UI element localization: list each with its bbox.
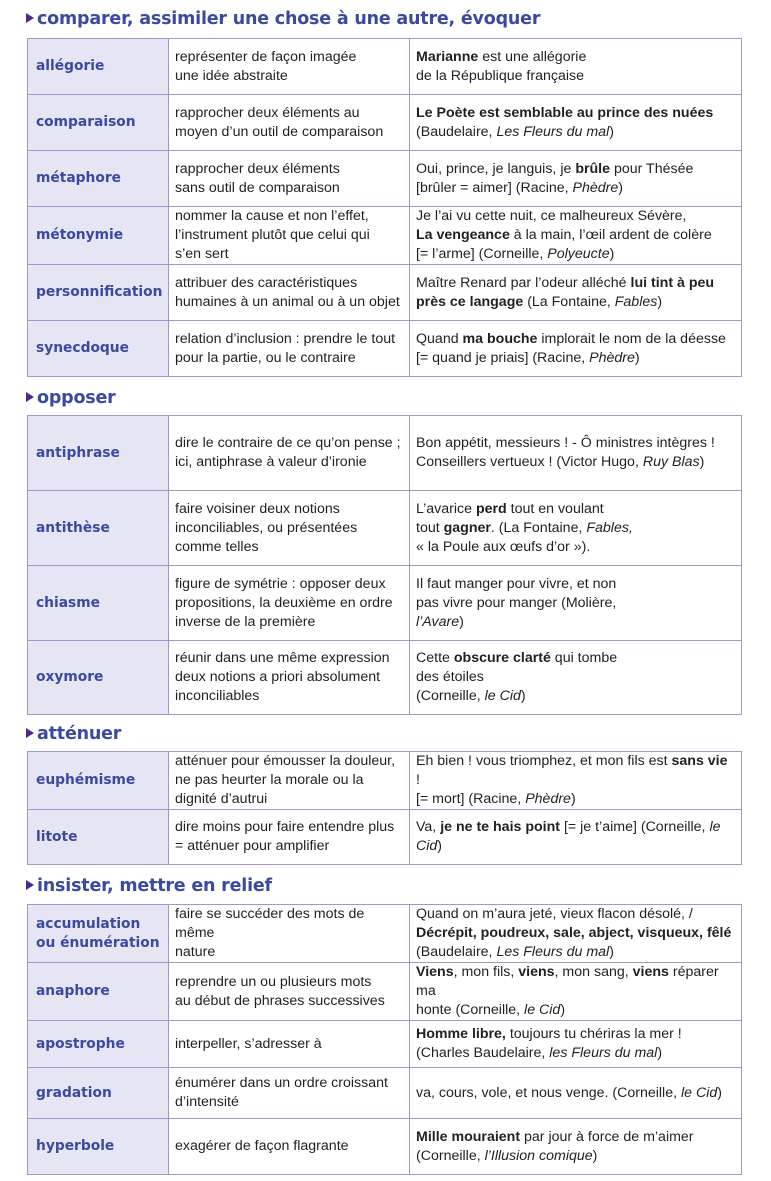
table-row-antithese <box>28 491 742 566</box>
definition-line: inconciliables <box>175 688 260 704</box>
example-emphasis: perd <box>475 500 507 517</box>
figure-term <box>28 1119 169 1175</box>
example-work-title: le Cid <box>680 1084 718 1101</box>
example-text: ) <box>657 293 663 310</box>
example-text: , mon fils, <box>453 964 519 980</box>
figure-term <box>28 963 169 1021</box>
example-emphasis: viens <box>632 964 669 980</box>
example-work-title: Les Fleurs du mal <box>496 944 610 960</box>
example-text: Conseillers vertueux ! (Victor Hugo, <box>416 454 643 470</box>
definition-line: une idée abstraite <box>175 67 288 84</box>
figure-term <box>28 810 169 865</box>
figure-term <box>28 905 169 963</box>
figure-definition <box>169 321 410 377</box>
section-title-comparer: comparer, assimiler une chose à une autre, évoquer <box>26 9 540 29</box>
example-work-title: l’Illusion comique <box>484 1147 593 1164</box>
figure-example <box>410 491 742 566</box>
example-work-title: Phèdre <box>572 179 619 196</box>
definition-line: énumérer dans un ordre croissant <box>175 1075 388 1091</box>
definition-line: ne pas heurter la morale ou la <box>175 772 364 788</box>
figures-table-attenuer <box>27 751 742 865</box>
example-text: ) <box>520 688 526 704</box>
definition-line: relation d’inclusion : prendre le tout <box>175 330 396 347</box>
term-line: synecdoque <box>36 340 129 356</box>
definition-line: représenter de façon imagée <box>175 48 357 65</box>
example-emphasis: Le Poète est semblable au prince des nuées <box>416 104 714 121</box>
term-line: litote <box>36 828 78 845</box>
example-text: tout en voulant <box>506 500 604 517</box>
definition-line: dire le contraire de ce qu’on pense ; <box>175 435 401 451</box>
example-text: ) <box>618 179 623 196</box>
definition-line: rapprocher deux éléments <box>175 160 340 177</box>
example-text: ! <box>416 772 420 788</box>
example-text: [brûler = aimer] (Racine, <box>416 179 573 196</box>
example-text: Va, <box>416 819 441 835</box>
table-row-hyperbole <box>28 1119 742 1175</box>
term-line: anaphore <box>36 983 110 999</box>
example-text: ) <box>592 1147 598 1164</box>
example-text: Oui, prince, je languis, je <box>416 160 576 177</box>
table-row-litote <box>28 810 742 865</box>
example-text: Je l’ai vu cette nuit, ce malheureux Sévère, <box>416 208 687 224</box>
definition-line: exagérer de façon flagrante <box>175 1138 349 1154</box>
example-text: tout <box>416 519 444 536</box>
definition-line: reprendre un ou plusieurs mots <box>175 973 372 990</box>
table-row-euphemisme <box>28 752 742 810</box>
example-work-title: Phèdre <box>525 791 571 807</box>
example-text: . (La Fontaine, <box>490 519 587 536</box>
definition-line: au début de phrases successives <box>175 992 385 1009</box>
figure-example <box>410 752 742 810</box>
definition-line: inconciliables, ou présentées <box>175 519 358 536</box>
term-line: euphémisme <box>36 772 136 788</box>
example-work-title: le Cid <box>524 1002 561 1018</box>
figure-definition <box>169 151 410 207</box>
figure-term <box>28 641 169 715</box>
example-emphasis: Décrépit, poudreux, sale, abject, visqueux, fêlé <box>416 925 732 941</box>
example-work-title: Fables, <box>586 519 633 536</box>
figure-example <box>410 39 742 95</box>
figure-example <box>410 265 742 321</box>
example-work-title: Fables <box>614 293 658 310</box>
example-emphasis: ma bouche <box>462 330 538 347</box>
table-row-synecdoque <box>28 321 742 377</box>
example-text: implorait le nom de la déesse <box>537 330 726 347</box>
example-work-title: le Cid <box>416 819 721 854</box>
figure-definition <box>169 810 410 865</box>
term-line: personnification <box>36 284 163 300</box>
section-title-opposer: opposer <box>26 388 116 408</box>
example-text: honte (Corneille, <box>416 1002 525 1018</box>
example-text: Bon appétit, messieurs ! - Ô ministres intègres ! <box>416 435 715 451</box>
example-text: à la main, l’œil ardent de colère <box>509 227 712 243</box>
table-row-gradation <box>28 1068 742 1119</box>
definition-line: interpeller, s’adresser à <box>175 1035 322 1052</box>
figure-definition <box>169 265 410 321</box>
figure-term <box>28 39 169 95</box>
definition-line: faire voisiner deux notions <box>175 500 340 517</box>
figure-term <box>28 416 169 491</box>
term-line: métaphore <box>36 170 121 186</box>
table-row-apostrophe <box>28 1021 742 1068</box>
example-text: ) <box>609 123 614 140</box>
example-text: des étoiles <box>416 669 484 685</box>
example-text: ) <box>657 1045 663 1061</box>
example-emphasis: gagner <box>443 519 491 536</box>
term-line: antithèse <box>36 519 110 536</box>
example-text: ) <box>699 454 705 470</box>
figure-example <box>410 905 742 963</box>
term-line: hyperbole <box>36 1138 115 1154</box>
example-work-title: Polyeucte <box>547 246 610 262</box>
figure-term <box>28 265 169 321</box>
example-text: (Charles Baudelaire, <box>416 1045 550 1061</box>
table-row-metonymie <box>28 207 742 265</box>
figure-definition <box>169 1068 410 1119</box>
definition-line: nommer la cause et non l’effet, <box>175 208 369 224</box>
definition-line: atténuer pour émousser la douleur, <box>175 753 396 769</box>
definition-line: figure de symétrie : opposer deux <box>175 575 386 592</box>
term-line: antiphrase <box>36 444 120 461</box>
example-text: pour Thésée <box>610 160 694 177</box>
definition-line: l’instrument plutôt que celui qui <box>175 227 370 243</box>
term-line: comparaison <box>36 114 136 130</box>
example-work-title: les Fleurs du mal <box>549 1045 658 1061</box>
figure-example <box>410 1119 742 1175</box>
definition-line: comme telles <box>175 538 259 555</box>
example-text: réparer ma <box>416 964 719 999</box>
triangle-bullet-icon <box>26 392 34 402</box>
definition-line: s’en sert <box>175 246 229 262</box>
definition-line: deux notions a priori absolument <box>175 669 381 685</box>
definition-line: moyen d’un outil de comparaison <box>175 123 384 140</box>
figure-term <box>28 566 169 641</box>
example-emphasis: La vengeance <box>416 227 510 243</box>
example-text: (Corneille, <box>416 1147 485 1164</box>
example-text: ) <box>437 838 443 854</box>
figures-table-opposer <box>27 415 742 715</box>
example-text: (Baudelaire, <box>416 123 497 140</box>
definition-line: d’intensité <box>175 1094 239 1110</box>
table-row-metaphore <box>28 151 742 207</box>
example-emphasis: Mille mouraient <box>416 1128 521 1145</box>
example-text: , mon sang, <box>554 964 633 980</box>
example-text: ) <box>609 944 614 960</box>
example-text: Quand on m’aura jeté, vieux flacon désolé, / <box>416 906 693 922</box>
figure-definition <box>169 752 410 810</box>
figure-example <box>410 321 742 377</box>
example-text: [= quand je priais] (Racine, <box>416 349 590 366</box>
example-text: ) <box>717 1084 722 1101</box>
example-text: ) <box>634 349 640 366</box>
term-line: chiasme <box>36 594 100 611</box>
table-row-antiphrase <box>28 416 742 491</box>
example-emphasis: lui tint à peu <box>630 274 715 291</box>
figure-definition <box>169 566 410 641</box>
figure-term <box>28 321 169 377</box>
figure-term <box>28 1068 169 1119</box>
figure-definition <box>169 1021 410 1068</box>
example-emphasis: obscure clarté <box>453 650 551 666</box>
example-text: ) <box>570 791 576 807</box>
term-line: allégorie <box>36 58 105 74</box>
example-work-title: le Cid <box>484 688 521 704</box>
example-text: Cette <box>416 650 454 666</box>
figure-example <box>410 207 742 265</box>
term-line: gradation <box>36 1084 112 1101</box>
figure-example <box>410 566 742 641</box>
example-text: (Baudelaire, <box>416 944 497 960</box>
example-text: Eh bien ! vous triomphez, et mon fils est <box>416 753 672 769</box>
definition-line: sans outil de comparaison <box>175 179 340 196</box>
figure-definition <box>169 39 410 95</box>
table-row-accumulation <box>28 905 742 963</box>
example-emphasis: Homme libre, <box>416 1026 506 1042</box>
example-text: toujours tu chériras la mer ! <box>505 1026 682 1042</box>
term-line: apostrophe <box>36 1035 125 1052</box>
figure-definition <box>169 95 410 151</box>
example-text: [= mort] (Racine, <box>416 791 526 807</box>
definition-line: dignité d’autrui <box>175 791 268 807</box>
example-emphasis: près ce langage <box>416 293 524 310</box>
example-text: Maître Renard par l’odeur alléché <box>416 274 631 291</box>
example-emphasis: viens <box>518 964 555 980</box>
definition-line: rapprocher deux éléments au <box>175 104 360 121</box>
figure-term <box>28 151 169 207</box>
example-text: est une allégorie <box>478 48 587 65</box>
definition-line: réunir dans une même expression <box>175 650 390 666</box>
figure-definition <box>169 963 410 1021</box>
figure-example <box>410 95 742 151</box>
example-text: (La Fontaine, <box>523 293 615 310</box>
table-row-chiasme <box>28 566 742 641</box>
figure-definition <box>169 641 410 715</box>
example-text: ) <box>459 613 464 630</box>
definition-line: ici, antiphrase à valeur d’ironie <box>175 454 367 470</box>
example-text: ) <box>560 1002 566 1018</box>
figure-example <box>410 1021 742 1068</box>
example-emphasis: je ne te hais point <box>440 819 561 835</box>
definition-line: = atténuer pour amplifier <box>175 838 330 854</box>
definition-line: faire se succéder des mots de même <box>175 906 365 941</box>
figure-term <box>28 207 169 265</box>
example-text: pas vivre pour manger (Molière, <box>416 594 617 611</box>
example-text: « la Poule aux œufs d’or »). <box>416 538 591 555</box>
figure-term <box>28 491 169 566</box>
definition-line: humaines à un animal ou à un objet <box>175 293 400 310</box>
example-emphasis: brûle <box>575 160 610 177</box>
example-emphasis: Marianne <box>416 48 479 65</box>
figure-example <box>410 151 742 207</box>
figures-table-insister <box>27 904 742 1175</box>
figure-term <box>28 95 169 151</box>
example-work-title: Phèdre <box>589 349 635 366</box>
example-emphasis: Viens <box>416 964 454 980</box>
definition-line: propositions, la deuxième en ordre <box>175 594 393 611</box>
example-work-title: Ruy Blas <box>642 454 700 470</box>
figure-definition <box>169 207 410 265</box>
definition-line: dire moins pour faire entendre plus <box>175 819 395 835</box>
figure-term <box>28 752 169 810</box>
table-row-personnification <box>28 265 742 321</box>
term-line: ou énumération <box>36 934 160 951</box>
triangle-bullet-icon <box>26 728 34 738</box>
figures-table-comparer <box>27 38 742 377</box>
triangle-bullet-icon <box>26 13 34 23</box>
term-line: métonymie <box>36 227 124 243</box>
section-title-insister: insister, mettre en relief <box>26 876 272 896</box>
figure-definition <box>169 905 410 963</box>
figure-definition <box>169 416 410 491</box>
figure-definition <box>169 1119 410 1175</box>
figure-definition <box>169 491 410 566</box>
example-text: Il faut manger pour vivre, et non <box>416 575 617 592</box>
definition-line: pour la partie, ou le contraire <box>175 349 356 366</box>
definition-line: inverse de la première <box>175 613 316 630</box>
example-text: [= l’arme] (Corneille, <box>416 246 548 262</box>
figure-example <box>410 416 742 491</box>
figure-term <box>28 1021 169 1068</box>
definition-line: attribuer des caractéristiques <box>175 274 358 291</box>
term-line: oxymore <box>36 669 104 685</box>
example-text: par jour à force de m’aimer <box>520 1128 694 1145</box>
example-work-title: Les Fleurs du mal <box>496 123 610 140</box>
example-text: qui tombe <box>550 650 618 666</box>
example-text: (Corneille, <box>416 688 485 704</box>
table-row-anaphore <box>28 963 742 1021</box>
table-row-oxymore <box>28 641 742 715</box>
term-line: accumulation <box>36 915 141 932</box>
definition-line: nature <box>175 944 216 960</box>
figure-example <box>410 963 742 1021</box>
example-text: va, cours, vole, et nous venge. (Corneille, <box>416 1084 681 1101</box>
figure-example <box>410 810 742 865</box>
triangle-bullet-icon <box>26 880 34 890</box>
example-text: [= je t’aime] (Corneille, <box>560 819 710 835</box>
example-emphasis: sans vie <box>671 753 728 769</box>
table-row-comparaison <box>28 95 742 151</box>
figure-example <box>410 1068 742 1119</box>
example-work-title: l’Avare <box>416 613 460 630</box>
example-text: Quand <box>416 330 463 347</box>
example-text: ) <box>609 246 615 262</box>
table-row-allegorie <box>28 39 742 95</box>
section-title-attenuer: atténuer <box>26 724 121 744</box>
example-text: L’avarice <box>416 500 476 517</box>
example-text: de la République française <box>416 67 584 84</box>
figure-example <box>410 641 742 715</box>
